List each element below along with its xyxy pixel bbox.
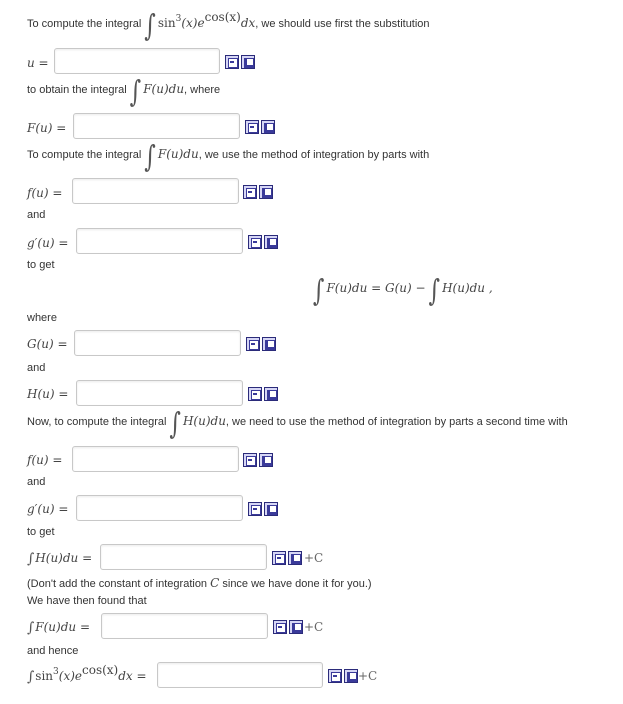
integral-sign: ∫: [428, 274, 441, 309]
plus-c: +C: [304, 551, 324, 565]
H-input[interactable]: [76, 380, 243, 406]
u-label: u =: [27, 56, 49, 70]
g2-icons: [248, 502, 278, 518]
f2-input[interactable]: [72, 446, 239, 472]
parts2-integrand: H(u)du: [182, 414, 226, 428]
template-icon[interactable]: [289, 620, 303, 634]
template-icon[interactable]: [262, 337, 276, 351]
f2-label: f(u) =: [27, 453, 63, 467]
template-icon[interactable]: [264, 502, 278, 516]
F-icons: [245, 120, 275, 136]
parts-formula-rhs: H(u)du ,: [442, 281, 493, 295]
template-icon[interactable]: [259, 185, 273, 199]
integral-sign: ∫: [27, 551, 35, 567]
parts2-suffix: , we need to use the method of integration by parts a second time with: [225, 416, 568, 428]
f1-input[interactable]: [72, 178, 239, 204]
constant-symbol: C: [210, 576, 220, 590]
parts2-sentence: [27, 407, 568, 442]
constant-note: (Don't add the constant of integration C since we have done it for you.): [27, 576, 372, 590]
g2-label: g′(u) =: [27, 502, 69, 516]
parts-formula-lhs: F(u)du = G(u) −: [326, 281, 426, 295]
F-input[interactable]: [73, 113, 240, 139]
formula-editor-icon[interactable]: [272, 551, 286, 565]
final-label: $\int\sin^3(x)e^{cos(x)}dx$ =: [27, 663, 147, 685]
intF-icons: [273, 620, 303, 636]
and-text: and: [27, 362, 46, 374]
g2-input[interactable]: [76, 495, 243, 521]
integral-sign: ∫: [27, 620, 35, 636]
formula-editor-icon[interactable]: [243, 453, 257, 467]
F-label: F(u) =: [27, 121, 67, 135]
formula-editor-icon[interactable]: [225, 55, 239, 69]
to-get-text: to get: [27, 259, 55, 271]
to-get-text: to get: [27, 526, 55, 538]
H-label: H(u) =: [27, 387, 69, 401]
and-hence-text: and hence: [27, 645, 79, 657]
g1-label: g′(u) =: [27, 236, 69, 250]
parts-formula: [313, 274, 493, 309]
template-icon[interactable]: [264, 387, 278, 401]
g1-input[interactable]: [76, 228, 243, 254]
formula-editor-icon[interactable]: [248, 502, 262, 516]
f2-icons: [243, 453, 273, 469]
integral-sign: ∫: [313, 274, 325, 309]
intF-input[interactable]: [101, 613, 268, 639]
formula-editor-icon[interactable]: [245, 120, 259, 134]
obtain-prefix: to obtain the integral: [27, 84, 127, 96]
intro-prefix: To compute the integral: [27, 18, 142, 30]
final-input[interactable]: [157, 662, 323, 688]
formula-editor-icon[interactable]: [248, 387, 262, 401]
intF-label: ∫F(u)du =: [27, 620, 90, 636]
template-icon[interactable]: [264, 235, 278, 249]
G-icons: [246, 337, 276, 353]
integral-sign: ∫: [129, 75, 142, 110]
and-text: and: [27, 209, 46, 221]
formula-editor-icon[interactable]: [246, 337, 260, 351]
u-icons: [225, 55, 255, 71]
intro-integrand: $\sin^3(x)e^{cos(x)}dx$: [157, 10, 256, 30]
f1-label: f(u) =: [27, 186, 63, 200]
parts2-prefix: Now, to compute the integral: [27, 416, 167, 428]
formula-editor-icon[interactable]: [243, 185, 257, 199]
intro-sentence: [27, 9, 430, 44]
integral-sign: ∫: [169, 407, 181, 442]
obtain-suffix: , where: [184, 84, 221, 96]
formula-editor-icon[interactable]: [273, 620, 287, 634]
plus-c: +C: [304, 620, 324, 634]
template-icon[interactable]: [241, 55, 255, 69]
integral-sign: ∫: [144, 9, 156, 44]
where-text: where: [27, 312, 57, 324]
parts1-suffix: , we use the method of integration by parts with: [198, 149, 430, 161]
H-icons: [248, 387, 278, 403]
intH-icons: [272, 551, 302, 567]
formula-editor-icon[interactable]: [248, 235, 262, 249]
integral-sign: ∫: [27, 669, 35, 685]
formula-editor-icon[interactable]: [328, 669, 342, 683]
template-icon[interactable]: [259, 453, 273, 467]
G-label: G(u) =: [27, 337, 68, 351]
obtain-integrand: F(u)du: [143, 82, 185, 96]
and-text: and: [27, 476, 46, 488]
template-icon[interactable]: [288, 551, 302, 565]
obtain-sentence: [27, 75, 221, 110]
f1-icons: [243, 185, 273, 201]
intro-suffix: , we should use first the substitution: [255, 18, 430, 30]
found-text: We have then found that: [27, 595, 147, 607]
intH-input[interactable]: [100, 544, 267, 570]
parts1-integrand: F(u)du: [157, 147, 199, 161]
G-input[interactable]: [74, 330, 241, 356]
template-icon[interactable]: [344, 669, 358, 683]
parts1-prefix: To compute the integral: [27, 149, 142, 161]
plus-c: +C: [358, 669, 378, 683]
g1-icons: [248, 235, 278, 251]
template-icon[interactable]: [261, 120, 275, 134]
integral-sign: ∫: [144, 140, 156, 175]
intH-label: ∫H(u)du =: [27, 551, 93, 567]
parts1-sentence: [27, 140, 430, 175]
final-icons: [328, 669, 358, 685]
u-input[interactable]: [54, 48, 220, 74]
